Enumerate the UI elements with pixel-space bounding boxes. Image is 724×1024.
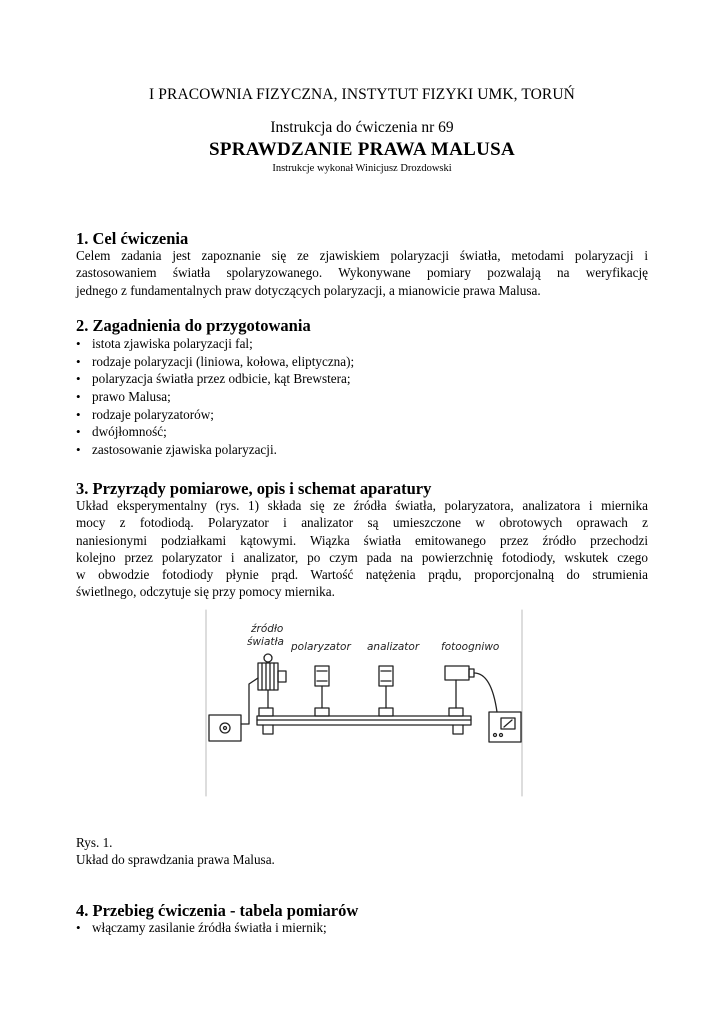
label-source: źródło [251,623,284,635]
paragraph-line: jednego z fundamentalnych praw dotyczących polaryzacji, a mianowicie prawa Malusa. [76,282,541,298]
label-polarizer: polaryzator [291,641,351,653]
figure-caption-number: Rys. 1. [76,835,113,850]
author-line: Instrukcje wykonał Winicjusz Drozdowski [272,163,452,174]
section-3-heading: 3. Przyrządy pomiarowe, opis i schemat aparatury [76,479,432,498]
paragraph-line: kolejno przez polaryzator i analizator, po czym pada na powierzchnię fotodiody, wskutek czego [76,549,648,565]
section-3-paragraph [76,497,648,601]
institution-header: I PRACOWNIA FIZYCZNA, INSTYTUT FIZYKI UMK, TORUŃ [149,86,575,103]
label-photocell: fotoogniwo [441,641,500,653]
list-item: • rodzaje polaryzatorów; [76,406,354,424]
list-item: • dwójłomność; [76,423,354,441]
paragraph-line: w obwodzie fotodiody płynie prąd. Wartość natężenia prądu, proporcjonalną do strumienia [76,567,648,583]
document-title: SPRAWDZANIE PRAWA MALUSA [209,139,515,160]
section-2-heading: 2. Zagadnienia do przygotowania [76,316,311,335]
list-item: • zastosowanie zjawiska polaryzacji. [76,441,354,459]
analyzer [379,666,393,708]
paragraph-line: Układ eksperymentalny (rys. 1) składa się ze źródła światła, polaryzatora, analizatora i miernika [76,498,648,513]
label-analyzer: analizator [367,641,420,653]
photocell [445,666,497,712]
topics-list [76,335,354,459]
apparatus-diagram [205,608,523,798]
section-4-heading: 4. Przebieg ćwiczenia - tabela pomiarów [76,901,359,920]
power-meter [489,712,521,742]
list-item: • włączamy zasilanie źródła światła i miernik; [76,919,327,937]
paragraph-line: Celem zadania jest zapoznanie się ze zjawiskiem polaryzacji światła, metodami polaryzacji i [76,248,648,263]
list-item: • prawo Malusa; [76,388,354,406]
polarizer [315,666,329,708]
paragraph-line: świetlnego, odczytuje się przy pomocy miernika. [76,584,335,600]
list-item: • polaryzacja światła przez odbicie, kąt Brewstera; [76,370,354,388]
figure-caption-text: Układ do sprawdzania prawa Malusa. [76,852,275,867]
paragraph-line: naniesionymi podziałkami kątowymi. Wiązka światła emitowanego przez źródło przechodzi [76,532,648,548]
section-1-paragraph [76,247,648,299]
list-item: • istota zjawiska polaryzacji fal; [76,335,354,353]
procedure-list [76,919,327,937]
section-1-heading: 1. Cel ćwiczenia [76,229,189,248]
list-item: • rodzaje polaryzacji (liniowa, kołowa, eliptyczna); [76,353,354,371]
light-source [258,654,286,708]
power-supply [209,678,258,741]
instruction-subtitle: Instrukcja do ćwiczenia nr 69 [270,119,454,136]
label-source: światła [247,636,284,648]
paragraph-line: mocy z fotodiodą. Polaryzator i analizator są umieszczone w obrotowych oprawach z [76,515,648,531]
paragraph-line: zastosowaniem światła spolaryzowanego. Wykonywane pomiary pozwalają na weryfikację [76,265,648,281]
